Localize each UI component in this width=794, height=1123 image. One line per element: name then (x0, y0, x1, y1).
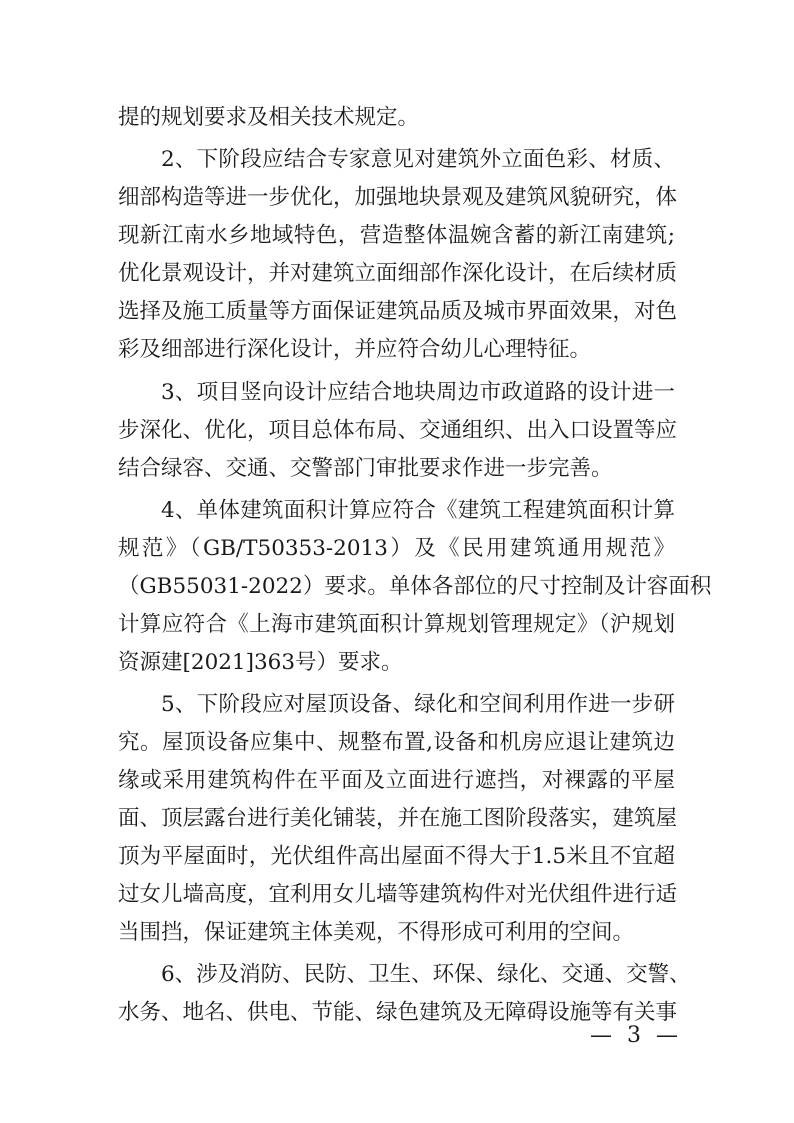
text-line: 结合绿容、交通、交警部门审批要求作进一步完善。 (118, 455, 613, 481)
text-line: 过女儿墙高度，宜利用女儿墙等建筑构件对光伏组件进行适 (118, 882, 678, 908)
text-line: 2、下阶段应结合专家意见对建筑外立面色彩、材质、 (161, 147, 675, 173)
text-line: 顶为平屋面时，光伏组件高出屋面不得大于1.5米且不宜超 (118, 844, 675, 870)
text-line: 彩及细部进行深化设计，并应符合幼儿心理特征。 (118, 337, 592, 363)
text-line: 缘或采用建筑构件在平面及立面进行遮挡，对裸露的平屋 (118, 768, 675, 794)
text-line: 优化景观设计，并对建筑立面细部作深化设计，在后续材质 (118, 261, 678, 287)
text-line: 4、单体建筑面积计算应符合《建筑工程建筑面积计算 (161, 497, 675, 523)
text-line: 现新江南水乡地域特色，营造整体温婉含蓄的新江南建筑; (118, 223, 675, 249)
text-line: 水务、地名、供电、节能、绿色建筑及无障碍设施等有关事 (118, 1000, 678, 1026)
text-line: 选择及施工质量等方面保证建筑品质及城市界面效果，对色 (118, 299, 678, 325)
paragraph-p0 (118, 99, 675, 137)
paragraph-p1 (118, 141, 678, 369)
text-line: 计算应符合《上海市建筑面积计算规划管理规定》（沪规划 (118, 611, 675, 637)
document-body (118, 99, 712, 1037)
text-line: 提的规划要求及相关技术规定。 (118, 105, 420, 130)
text-line: 当围挡，保证建筑主体美观，不得形成可利用的空间。 (118, 920, 635, 946)
text-line: 资源建[2021]363号）要求。 (118, 649, 403, 675)
text-line: 步深化、优化，项目总体布局、交通组织、出入口设置等应 (118, 417, 678, 443)
paragraph-p4 (118, 686, 678, 952)
text-line: 细部构造等进一步优化，加强地块景观及建筑风貌研究，体 (118, 185, 678, 211)
paragraph-p2 (118, 374, 678, 488)
text-line: 究。屋顶设备应集中、规整布置,设备和机房应退让建筑边 (118, 730, 675, 756)
text-line: 面、顶层露台进行美化铺装，并在施工图阶段落实，建筑屋 (118, 806, 678, 832)
page-number: — 3 — (590, 1023, 682, 1048)
text-line: 5、下阶段应对屋顶设备、绿化和空间利用作进一步研 (161, 692, 675, 718)
text-line: （GB55031-2022）要求。单体各部位的尺寸控制及计容面积 (118, 573, 712, 599)
text-line: 规范》（GB/T50353-2013）及《民用建筑通用规范》 (118, 535, 675, 561)
text-line: 6、涉及消防、民防、卫生、环保、绿化、交通、交警、 (161, 962, 691, 988)
paragraph-p5 (118, 956, 691, 1032)
paragraph-p3 (118, 492, 712, 682)
text-line: 3、项目竖向设计应结合地块周边市政道路的设计进一 (161, 379, 675, 405)
